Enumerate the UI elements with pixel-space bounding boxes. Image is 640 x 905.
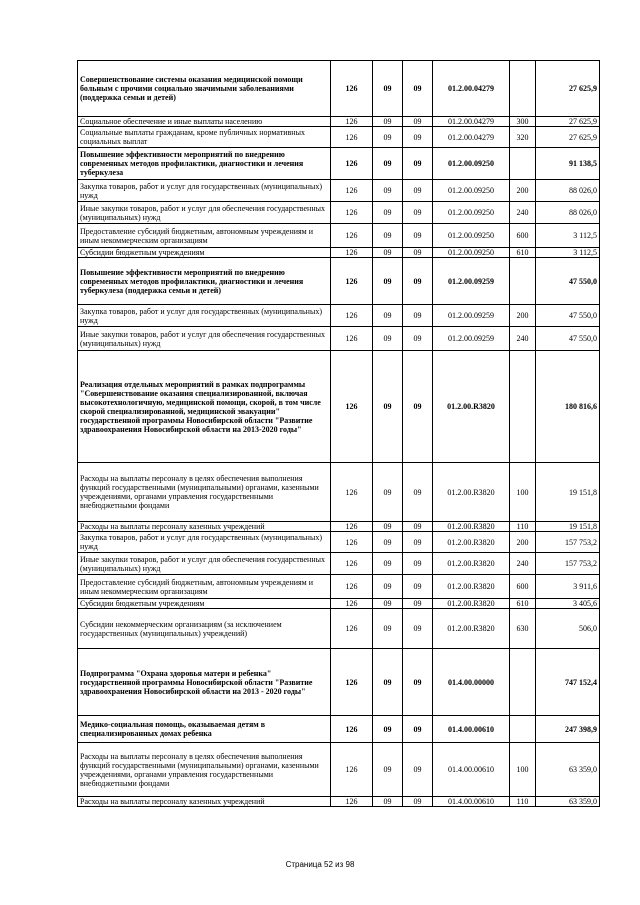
table-row: [78, 743, 600, 797]
row-ved: 126: [331, 224, 373, 248]
row-name: Расходы на выплаты персоналу казенных учреждений: [78, 797, 331, 807]
row-name: Субсидии бюджетным учреждениям: [78, 248, 331, 258]
table-row: [78, 305, 600, 327]
row-csr: 01.4.00.00610: [433, 797, 510, 807]
table-row: [78, 463, 600, 522]
table-row: [78, 575, 600, 599]
table-row: [78, 202, 600, 224]
row-sum: 157 753,2: [536, 532, 600, 553]
row-pr: 09: [403, 797, 433, 807]
row-sum: 3 112,5: [536, 248, 600, 258]
row-name: Совершенствование системы оказания медицинской помощи больным с прочими социально значимыми заболеваниями (поддержка семьи и детей): [78, 61, 331, 117]
row-sum: 180 816,6: [536, 351, 600, 463]
row-pr: 09: [403, 180, 433, 202]
row-vr: [510, 148, 536, 180]
table-row: [78, 797, 600, 807]
row-csr: 01.2.00.R3820: [433, 522, 510, 532]
row-vr: 100: [510, 463, 536, 522]
row-sum: 3 405,6: [536, 599, 600, 609]
table-row: [78, 180, 600, 202]
table-row: [78, 127, 600, 148]
row-vr: 200: [510, 305, 536, 327]
row-vr: 610: [510, 248, 536, 258]
row-name: Повышение эффективности мероприятий по внедрению современных методов профилактики, диагностики и лечения туберкулеза: [78, 148, 331, 180]
table-row: [78, 649, 600, 716]
row-rz: 09: [373, 743, 403, 797]
row-sum: 506,0: [536, 609, 600, 649]
row-rz: 09: [373, 532, 403, 553]
row-rz: 09: [373, 202, 403, 224]
row-sum: 47 550,0: [536, 305, 600, 327]
row-sum: 3 112,5: [536, 224, 600, 248]
table-row: [78, 532, 600, 553]
row-vr: 610: [510, 599, 536, 609]
row-sum: 747 152,4: [536, 649, 600, 716]
row-ved: 126: [331, 599, 373, 609]
table-row: [78, 599, 600, 609]
row-vr: [510, 61, 536, 117]
row-name: Субсидии некоммерческим организациям (за исключением государственных (муниципальных) учреждений): [78, 609, 331, 649]
row-name: Субсидии бюджетным учреждениям: [78, 599, 331, 609]
row-rz: 09: [373, 180, 403, 202]
row-vr: 240: [510, 202, 536, 224]
row-sum: 247 398,9: [536, 716, 600, 743]
row-rz: 09: [373, 351, 403, 463]
row-name: Иные закупки товаров, работ и услуг для обеспечения государственных (муниципальных) нужд: [78, 553, 331, 575]
table-row: [78, 258, 600, 305]
row-csr: 01.4.00.00610: [433, 743, 510, 797]
row-name: Социальное обеспечение и иные выплаты населению: [78, 117, 331, 127]
row-vr: 630: [510, 609, 536, 649]
row-name: Расходы на выплаты персоналу в целях обеспечения выполнения функций государственными (муниципальными) органами, казенными учреждениями, органами управления государственными внебюджетными фондами: [78, 743, 331, 797]
row-pr: 09: [403, 522, 433, 532]
table-row: [78, 351, 600, 463]
row-ved: 126: [331, 127, 373, 148]
row-rz: 09: [373, 258, 403, 305]
page-number: Страница 52 из 98: [285, 860, 355, 869]
row-csr: 01.2.00.09250: [433, 148, 510, 180]
row-name: Социальные выплаты гражданам, кроме публичных нормативных социальных выплат: [78, 127, 331, 148]
row-name: Подпрограмма "Охрана здоровья матери и ребенка" государственной программы Новосибирской области "Развитие здравоохранения Новосибирской области на 2013 - 2020 годы": [78, 649, 331, 716]
row-pr: 09: [403, 117, 433, 127]
row-ved: 126: [331, 609, 373, 649]
row-sum: 88 026,0: [536, 180, 600, 202]
row-sum: 27 625,9: [536, 117, 600, 127]
row-csr: 01.2.00.04279: [433, 127, 510, 148]
table-row: [78, 327, 600, 351]
row-ved: 126: [331, 61, 373, 117]
row-csr: 01.2.00.09250: [433, 248, 510, 258]
row-rz: 09: [373, 553, 403, 575]
row-ved: 126: [331, 716, 373, 743]
row-pr: 09: [403, 649, 433, 716]
row-vr: 240: [510, 327, 536, 351]
row-pr: 09: [403, 716, 433, 743]
row-name: Предоставление субсидий бюджетным, автономным учреждениям и иным некоммерческим организациям: [78, 224, 331, 248]
row-sum: 157 753,2: [536, 553, 600, 575]
row-sum: 27 625,9: [536, 61, 600, 117]
row-rz: 09: [373, 522, 403, 532]
row-pr: 09: [403, 609, 433, 649]
row-pr: 09: [403, 148, 433, 180]
row-pr: 09: [403, 599, 433, 609]
row-ved: 126: [331, 743, 373, 797]
row-pr: 09: [403, 327, 433, 351]
row-sum: 63 359,0: [536, 743, 600, 797]
row-rz: 09: [373, 575, 403, 599]
row-ved: 126: [331, 463, 373, 522]
row-csr: 01.2.00.09250: [433, 180, 510, 202]
table-row: [78, 61, 600, 117]
row-name: Расходы на выплаты персоналу в целях обеспечения выполнения функций государственными (муниципальными) органами, казенными учреждениями, органами управления государственными внебюджетными фондами: [78, 463, 331, 522]
row-pr: 09: [403, 61, 433, 117]
row-name: Расходы на выплаты персоналу казенных учреждений: [78, 522, 331, 532]
row-ved: 126: [331, 180, 373, 202]
row-rz: 09: [373, 649, 403, 716]
row-vr: [510, 351, 536, 463]
row-csr: 01.2.00.04279: [433, 61, 510, 117]
row-csr: 01.2.00.R3820: [433, 609, 510, 649]
row-sum: 19 151,8: [536, 522, 600, 532]
row-vr: 100: [510, 743, 536, 797]
row-pr: 09: [403, 575, 433, 599]
row-csr: 01.2.00.R3820: [433, 351, 510, 463]
row-rz: 09: [373, 609, 403, 649]
row-ved: 126: [331, 148, 373, 180]
row-name: Реализация отдельных мероприятий в рамках подпрограммы "Совершенствование оказания специализированной, включая высокотехнологичную, медицинской помощи, скорой, в том числе скорой специализированной, медицинской эвакуации" государственной программы Новосибирской области "Развитие здравоохранения Новосибирской области на 2013-2020 годы": [78, 351, 331, 463]
row-sum: 27 625,9: [536, 127, 600, 148]
row-rz: 09: [373, 716, 403, 743]
row-csr: 01.2.00.R3820: [433, 532, 510, 553]
row-pr: 09: [403, 463, 433, 522]
row-vr: 300: [510, 117, 536, 127]
row-csr: 01.2.00.R3820: [433, 599, 510, 609]
row-pr: 09: [403, 351, 433, 463]
row-vr: [510, 258, 536, 305]
row-ved: 126: [331, 117, 373, 127]
table-row: [78, 224, 600, 248]
row-vr: [510, 716, 536, 743]
row-sum: 19 151,8: [536, 463, 600, 522]
row-csr: 01.2.00.R3820: [433, 463, 510, 522]
row-name: Закупка товаров, работ и услуг для государственных (муниципальных) нужд: [78, 305, 331, 327]
row-sum: 88 026,0: [536, 202, 600, 224]
row-name: Иные закупки товаров, работ и услуг для обеспечения государственных (муниципальных) нужд: [78, 202, 331, 224]
row-name: Иные закупки товаров, работ и услуг для обеспечения государственных (муниципальных) нужд: [78, 327, 331, 351]
row-sum: 91 138,5: [536, 148, 600, 180]
row-pr: 09: [403, 532, 433, 553]
row-sum: 63 359,0: [536, 797, 600, 807]
table-row: [78, 553, 600, 575]
table-row: [78, 248, 600, 258]
row-pr: 09: [403, 258, 433, 305]
row-pr: 09: [403, 127, 433, 148]
row-ved: 126: [331, 649, 373, 716]
row-rz: 09: [373, 224, 403, 248]
row-rz: 09: [373, 148, 403, 180]
row-sum: 47 550,0: [536, 258, 600, 305]
row-ved: 126: [331, 575, 373, 599]
row-vr: 200: [510, 180, 536, 202]
row-rz: 09: [373, 327, 403, 351]
row-sum: 3 911,6: [536, 575, 600, 599]
row-ved: 126: [331, 327, 373, 351]
row-name: Закупка товаров, работ и услуг для государственных (муниципальных) нужд: [78, 532, 331, 553]
row-name: Предоставление субсидий бюджетным, автономным учреждениям и иным некоммерческим организациям: [78, 575, 331, 599]
row-csr: 01.2.00.09250: [433, 202, 510, 224]
row-ved: 126: [331, 248, 373, 258]
row-ved: 126: [331, 351, 373, 463]
row-rz: 09: [373, 61, 403, 117]
row-name: Закупка товаров, работ и услуг для государственных (муниципальных) нужд: [78, 180, 331, 202]
table-body: [78, 61, 600, 807]
row-rz: 09: [373, 599, 403, 609]
row-sum: 47 550,0: [536, 327, 600, 351]
row-csr: 01.2.00.09259: [433, 327, 510, 351]
row-rz: 09: [373, 305, 403, 327]
row-csr: 01.2.00.R3820: [433, 553, 510, 575]
row-rz: 09: [373, 463, 403, 522]
row-ved: 126: [331, 797, 373, 807]
table-row: [78, 148, 600, 180]
row-csr: 01.4.00.00000: [433, 649, 510, 716]
table-row: [78, 609, 600, 649]
row-vr: 240: [510, 553, 536, 575]
row-csr: 01.2.00.R3820: [433, 575, 510, 599]
row-ved: 126: [331, 258, 373, 305]
row-csr: 01.4.00.00610: [433, 716, 510, 743]
row-vr: 600: [510, 575, 536, 599]
row-ved: 126: [331, 522, 373, 532]
row-ved: 126: [331, 305, 373, 327]
row-ved: 126: [331, 532, 373, 553]
budget-table: [77, 60, 600, 807]
row-pr: 09: [403, 248, 433, 258]
row-vr: 110: [510, 522, 536, 532]
row-rz: 09: [373, 127, 403, 148]
row-vr: 200: [510, 532, 536, 553]
row-csr: 01.2.00.09259: [433, 258, 510, 305]
row-vr: 320: [510, 127, 536, 148]
row-ved: 126: [331, 202, 373, 224]
row-csr: 01.2.00.04279: [433, 117, 510, 127]
row-name: Повышение эффективности мероприятий по внедрению современных методов профилактики, диагностики и лечения туберкулеза (поддержка семьи и детей): [78, 258, 331, 305]
row-pr: 09: [403, 305, 433, 327]
row-name: Медико-социальная помощь, оказываемая детям в специализированных домах ребенка: [78, 716, 331, 743]
row-rz: 09: [373, 797, 403, 807]
row-rz: 09: [373, 248, 403, 258]
row-csr: 01.2.00.09250: [433, 224, 510, 248]
row-pr: 09: [403, 224, 433, 248]
row-pr: 09: [403, 202, 433, 224]
table-row: [78, 117, 600, 127]
row-vr: 600: [510, 224, 536, 248]
row-csr: 01.2.00.09259: [433, 305, 510, 327]
row-pr: 09: [403, 553, 433, 575]
row-rz: 09: [373, 117, 403, 127]
row-pr: 09: [403, 743, 433, 797]
table-row: [78, 716, 600, 743]
row-ved: 126: [331, 553, 373, 575]
table-row: [78, 522, 600, 532]
row-vr: 110: [510, 797, 536, 807]
row-vr: [510, 649, 536, 716]
